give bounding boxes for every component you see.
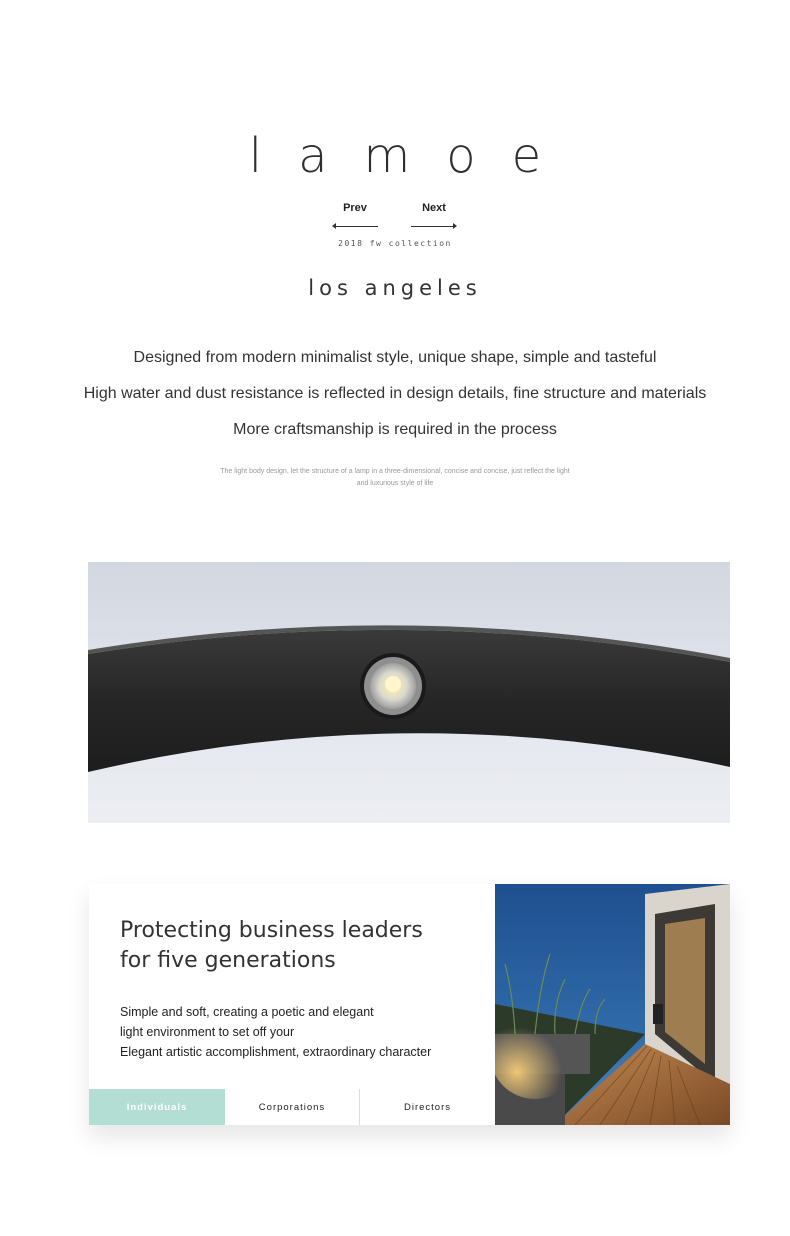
- prev-link[interactable]: Prev: [343, 202, 367, 214]
- brand-logo: lamoe: [248, 128, 578, 184]
- collection-label: 2018 fw collection: [338, 239, 452, 248]
- tab-corporations[interactable]: Corporations: [225, 1089, 359, 1125]
- tab-directors[interactable]: Directors: [360, 1089, 495, 1125]
- fine-print: The light body design, let the structure of a lamp in a three-dimensional, concise and concise, just reflect the light and luxurious style of life: [220, 468, 570, 487]
- lamp-closeup-image: [88, 562, 730, 823]
- feature-text-line-3: Elegant artistic accomplishment, extraordinary character: [120, 1045, 432, 1059]
- description-line-3: More craftsmanship is required in the process: [233, 421, 557, 438]
- terrace-illustration: [495, 884, 730, 1125]
- terrace-image: [495, 884, 730, 1125]
- feature-text-line-1: Simple and soft, creating a poetic and elegant: [120, 1005, 374, 1019]
- city-heading: los angeles: [308, 276, 482, 300]
- description-line-1: Designed from modern minimalist style, unique shape, simple and tasteful: [133, 349, 657, 366]
- feature-text-line-2: light environment to set off your: [120, 1025, 295, 1039]
- feature-title-line-1: Protecting business leaders: [120, 918, 423, 943]
- feature-title-line-2: for five generations: [120, 948, 336, 973]
- description-line-2: High water and dust resistance is reflected in design details, fine structure and materials: [83, 385, 707, 402]
- lamp-ring-illustration: [88, 562, 730, 823]
- tab-individuals[interactable]: Individuals: [89, 1089, 225, 1125]
- next-underline: [411, 226, 455, 227]
- arrow-right-icon[interactable]: [453, 223, 457, 229]
- prev-underline: [334, 226, 378, 227]
- next-link[interactable]: Next: [422, 202, 446, 214]
- feature-title: [120, 916, 480, 976]
- feature-text: [120, 1002, 490, 1062]
